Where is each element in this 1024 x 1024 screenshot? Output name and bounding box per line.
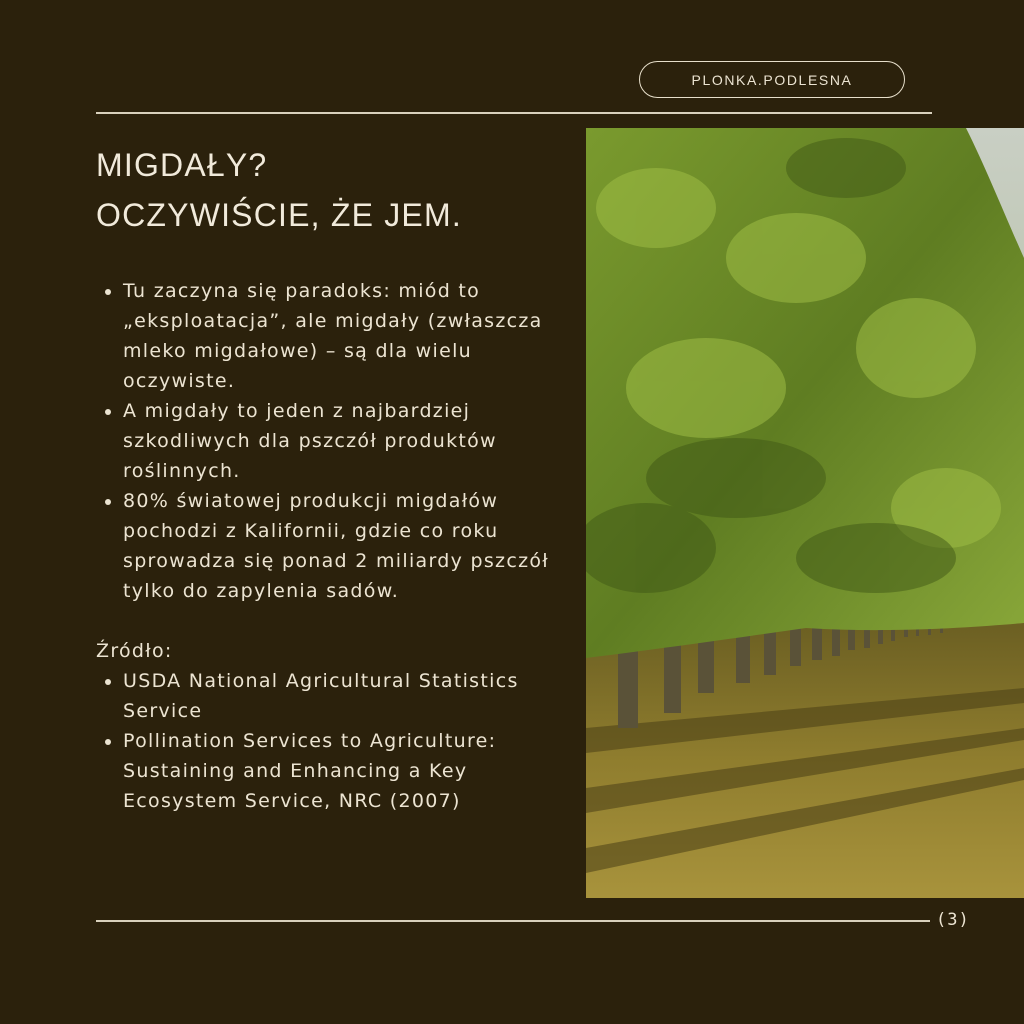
account-handle: PLONKA.PODLESNA bbox=[691, 71, 853, 88]
bullet-item: • 80% światowej produkcji migdałów pochodzi z Kalifornii, gdzie co roku sprowadza się ponad 2 miliardy pszczół tylko do zapylenia sadów. bbox=[123, 486, 566, 606]
sources-label: Źródło: bbox=[96, 640, 173, 662]
bullet-item: • Tu zaczyna się paradoks: miód to „eksploatacja”, ale migdały (zwłaszcza mleko migdałowe) – są dla wielu oczywiste. bbox=[123, 276, 566, 396]
title-line-1: MIGDAŁY? bbox=[96, 147, 268, 183]
page-number: (3) bbox=[936, 910, 970, 930]
bullet-list bbox=[96, 276, 566, 606]
source-item: • USDA National Agricultural Statistics Service bbox=[123, 666, 566, 726]
body-content bbox=[96, 276, 566, 816]
almond-orchard-photo bbox=[586, 128, 1024, 898]
source-item: • Pollination Services to Agriculture: Sustaining and Enhancing a Key Ecosystem Service, NRC (2007) bbox=[123, 726, 566, 816]
bullet-item: • A migdały to jeden z najbardziej szkodliwych dla pszczół produktów roślinnych. bbox=[123, 396, 566, 486]
page-title bbox=[96, 140, 462, 240]
top-divider bbox=[96, 112, 932, 114]
account-handle-badge bbox=[639, 61, 905, 98]
sources-list bbox=[96, 666, 566, 816]
title-line-2: OCZYWIŚCIE, ŻE JEM. bbox=[96, 197, 462, 233]
bottom-divider bbox=[96, 920, 930, 922]
